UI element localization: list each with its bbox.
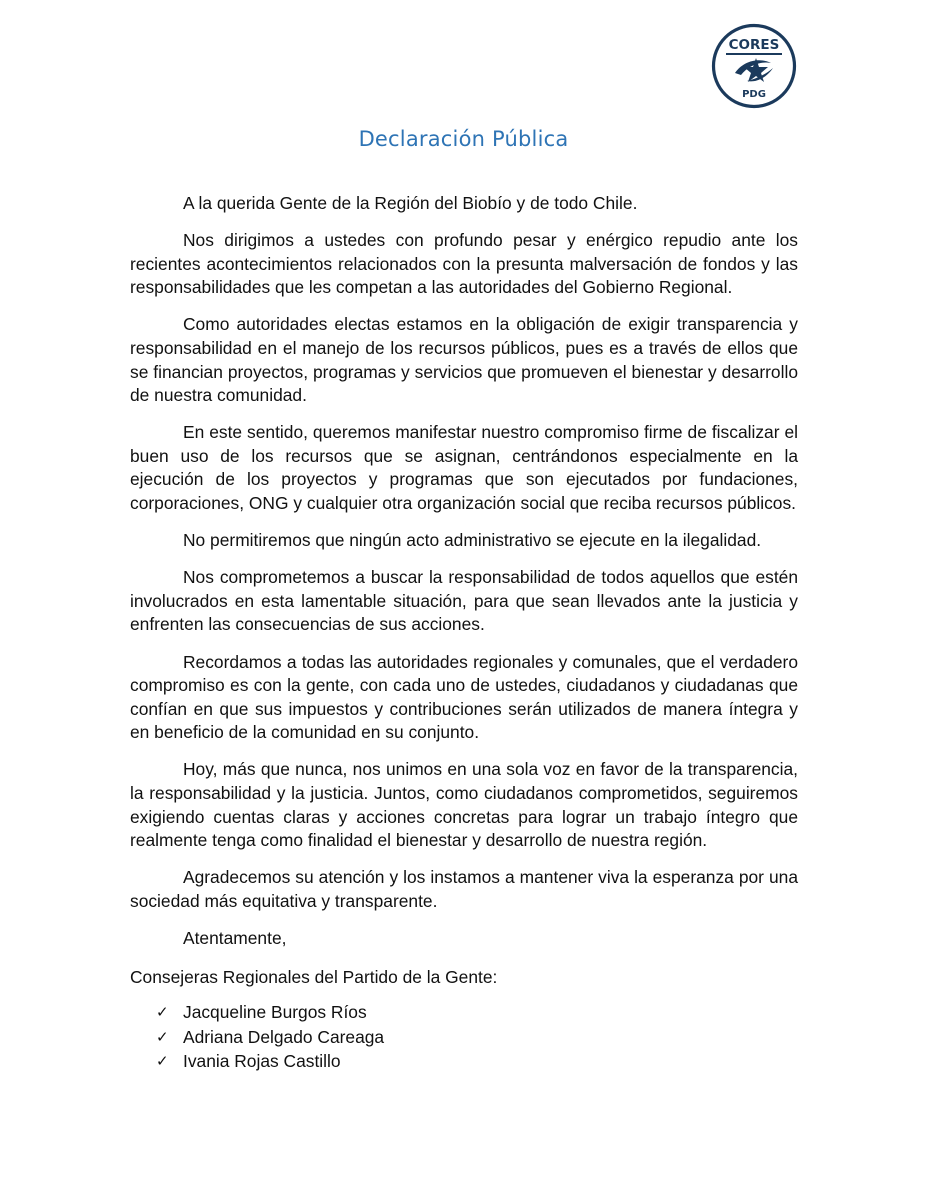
page-title: Declaración Pública xyxy=(358,127,569,151)
signer-item xyxy=(130,1026,798,1050)
logo-bottom-text: PDG xyxy=(742,89,766,100)
paragraph: En este sentido, queremos manifestar nuestro compromiso firme de fiscalizar el buen uso de los recursos que se asignan, centrándonos especialmente en la ejecución de los proyectos y programas que son ejecutados por fundaciones, corporaciones, ONG y cualquier otra organización social que reciba recursos públicos. xyxy=(130,422,798,514)
paragraph: Agradecemos su atención y los instamos a mantener viva la esperanza por una sociedad más equitativa y transparente. xyxy=(130,867,798,911)
checkmark-icon: ✓ xyxy=(156,1051,169,1070)
checkmark-icon: ✓ xyxy=(156,1027,169,1046)
paragraph: Nos comprometemos a buscar la responsabilidad de todos aquellos que estén involucrados en esta lamentable situación, para que sean llevados ante la justicia y enfrenten las consecuencias de sus acciones. xyxy=(130,567,798,635)
paragraph: Recordamos a todas las autoridades regionales y comunales, que el verdadero compromiso es con la gente, con cada uno de ustedes, ciudadanos y ciudadanas que confían en que sus impuestos y contribuciones serán utilizados de manera íntegra y en beneficio de la comunidad en su conjunto. xyxy=(130,651,798,743)
paragraph: Nos dirigimos a ustedes con profundo pesar y enérgico repudio ante los recientes acontecimientos relacionados con la presunta malversación de fondos y las responsabilidades que les competan a las autoridades del Gobierno Regional. xyxy=(130,230,798,298)
logo-top-text: CORES xyxy=(728,37,780,53)
signer-name: Jacqueline Burgos Ríos xyxy=(183,1002,367,1023)
cores-pdg-logo xyxy=(711,23,797,109)
signers-list xyxy=(130,1001,798,1074)
signer-name: Ivania Rojas Castillo xyxy=(183,1050,341,1071)
signer-name: Adriana Delgado Careaga xyxy=(183,1026,385,1047)
paragraph: Como autoridades electas estamos en la obligación de exigir transparencia y responsabilidad en el manejo de los recursos públicos, pues es a través de ellos que se financian proyectos, programas y servicios que promueven el bienestar y desarrollo de nuestra comunidad. xyxy=(130,314,798,406)
signers-heading: Consejeras Regionales del Partido de la Gente: xyxy=(130,966,498,987)
signer-item xyxy=(130,1050,798,1074)
closing-salutation: Atentamente, xyxy=(183,927,287,948)
paragraph-greeting: A la querida Gente de la Región del Biobío y de todo Chile. xyxy=(183,193,638,213)
paragraph: Hoy, más que nunca, nos unimos en una sola voz en favor de la transparencia, la responsabilidad y la justicia. Juntos, como ciudadanos comprometidos, seguiremos exigiendo cuentas claras y acciones concretas para lograr un trabajo íntegro que realmente tenga como finalidad el bienestar y desarrollo de nuestra región. xyxy=(130,759,798,851)
cores-pdg-logo-graphic xyxy=(711,23,797,109)
checkmark-icon: ✓ xyxy=(156,1003,169,1022)
declaration-body xyxy=(130,192,798,1074)
signer-item xyxy=(130,1001,798,1025)
paragraph: No permitiremos que ningún acto administrativo se ejecute en la ilegalidad. xyxy=(183,530,762,551)
